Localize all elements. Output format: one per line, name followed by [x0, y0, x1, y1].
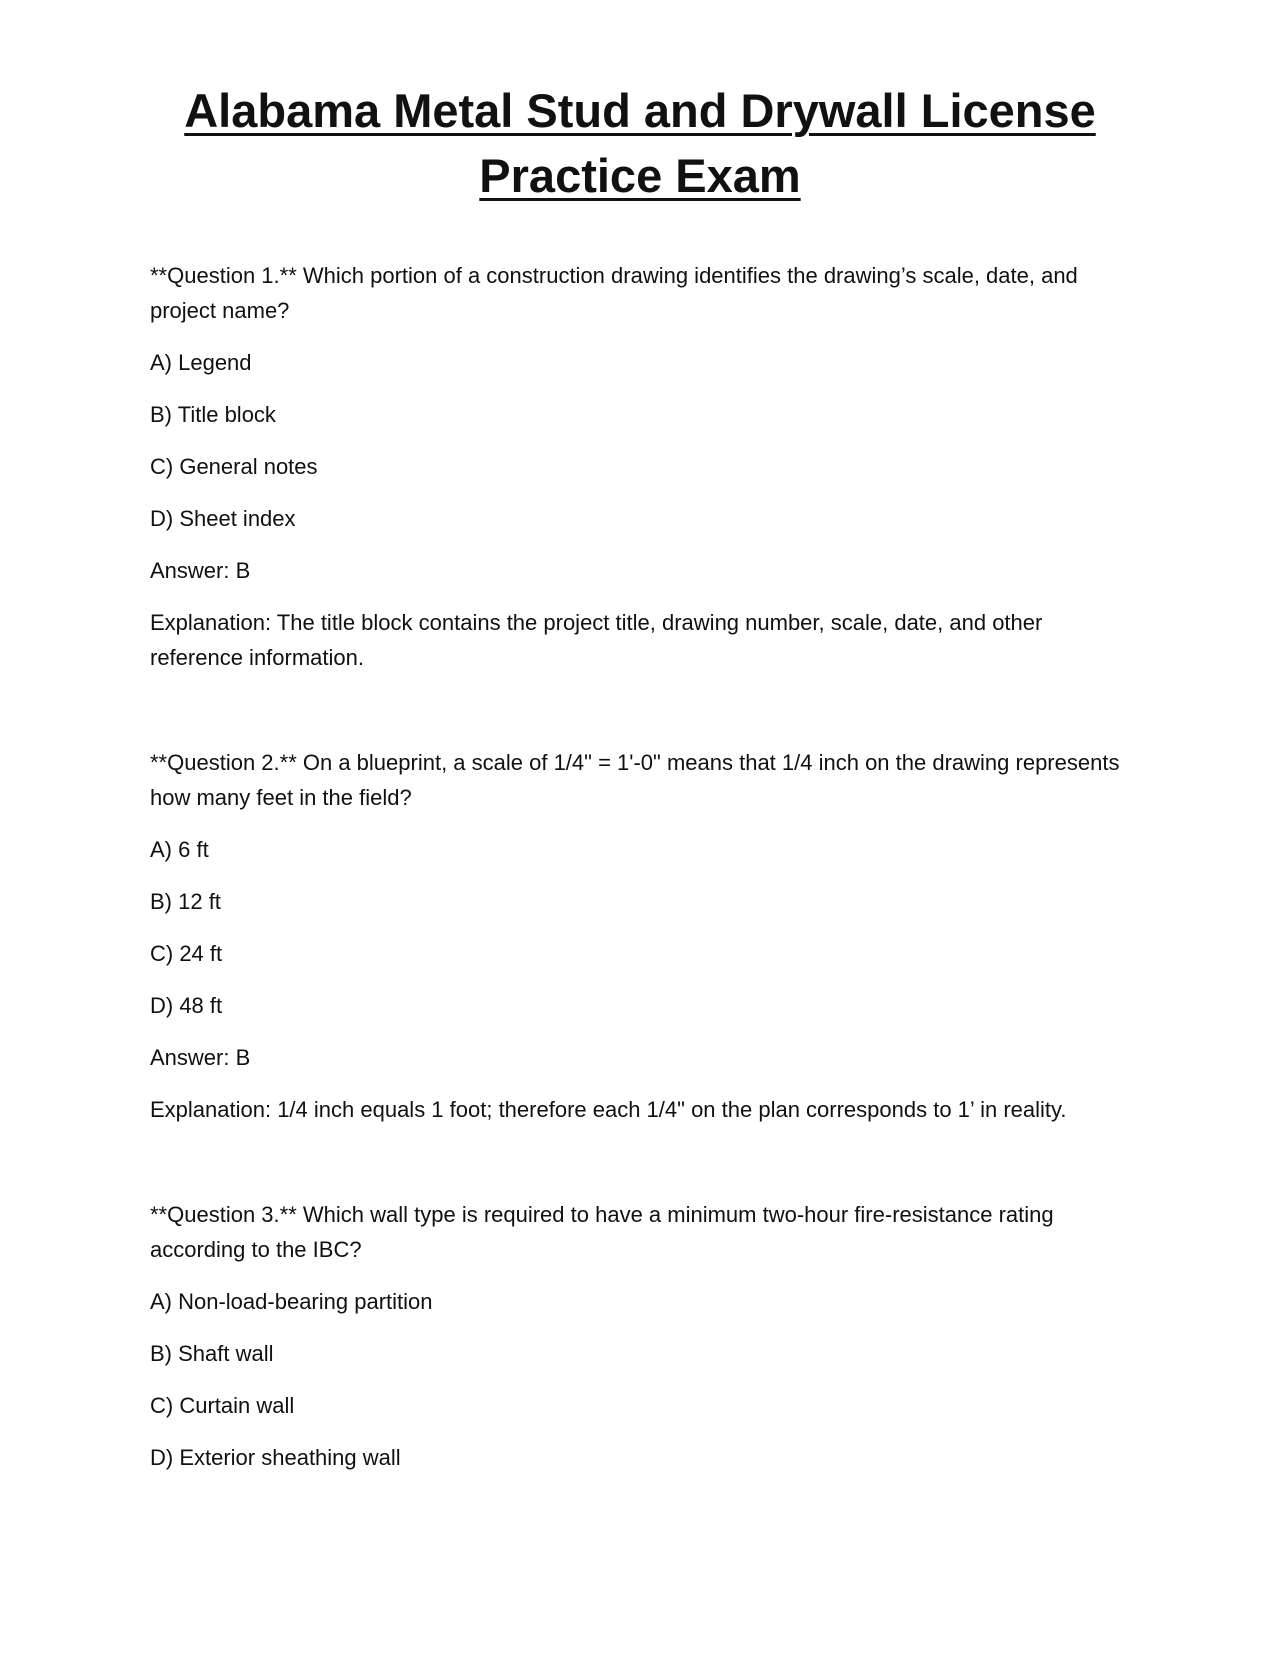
explanation: Explanation: 1/4 inch equals 1 foot; therefore each 1/4" on the plan corresponds to 1’ in reality.	[150, 1097, 1067, 1122]
option-b: B) Shaft wall	[150, 1341, 274, 1366]
document-title: Alabama Metal Stud and Drywall License Practice Exam	[184, 84, 1096, 202]
question-stem: **Question 3.** Which wall type is required to have a minimum two-hour fire-resistance rating according to the IBC?	[150, 1202, 1054, 1262]
question-1	[150, 258, 1130, 675]
option-d: D) Sheet index	[150, 506, 296, 531]
option-c: C) Curtain wall	[150, 1393, 295, 1418]
option-b: B) 12 ft	[150, 889, 221, 914]
option-a: A) Non-load-bearing partition	[150, 1289, 433, 1314]
question-2	[150, 745, 1130, 1127]
option-b: B) Title block	[150, 402, 276, 427]
explanation: Explanation: The title block contains the project title, drawing number, scale, date, and other reference information.	[150, 610, 1043, 670]
answer-line: Answer: B	[150, 558, 251, 583]
option-c: C) General notes	[150, 454, 318, 479]
question-stem: **Question 1.** Which portion of a construction drawing identifies the drawing’s scale, date, and project name?	[150, 263, 1078, 323]
option-a: A) Legend	[150, 350, 252, 375]
answer-line: Answer: B	[150, 1045, 251, 1070]
option-d: D) Exterior sheathing wall	[150, 1445, 401, 1470]
option-a: A) 6 ft	[150, 837, 209, 862]
question-stem: **Question 2.** On a blueprint, a scale of 1/4" = 1'-0" means that 1/4 inch on the drawing represents how many feet in the field?	[150, 750, 1120, 810]
question-3	[150, 1197, 1130, 1492]
option-c: C) 24 ft	[150, 941, 223, 966]
option-d: D) 48 ft	[150, 993, 223, 1018]
